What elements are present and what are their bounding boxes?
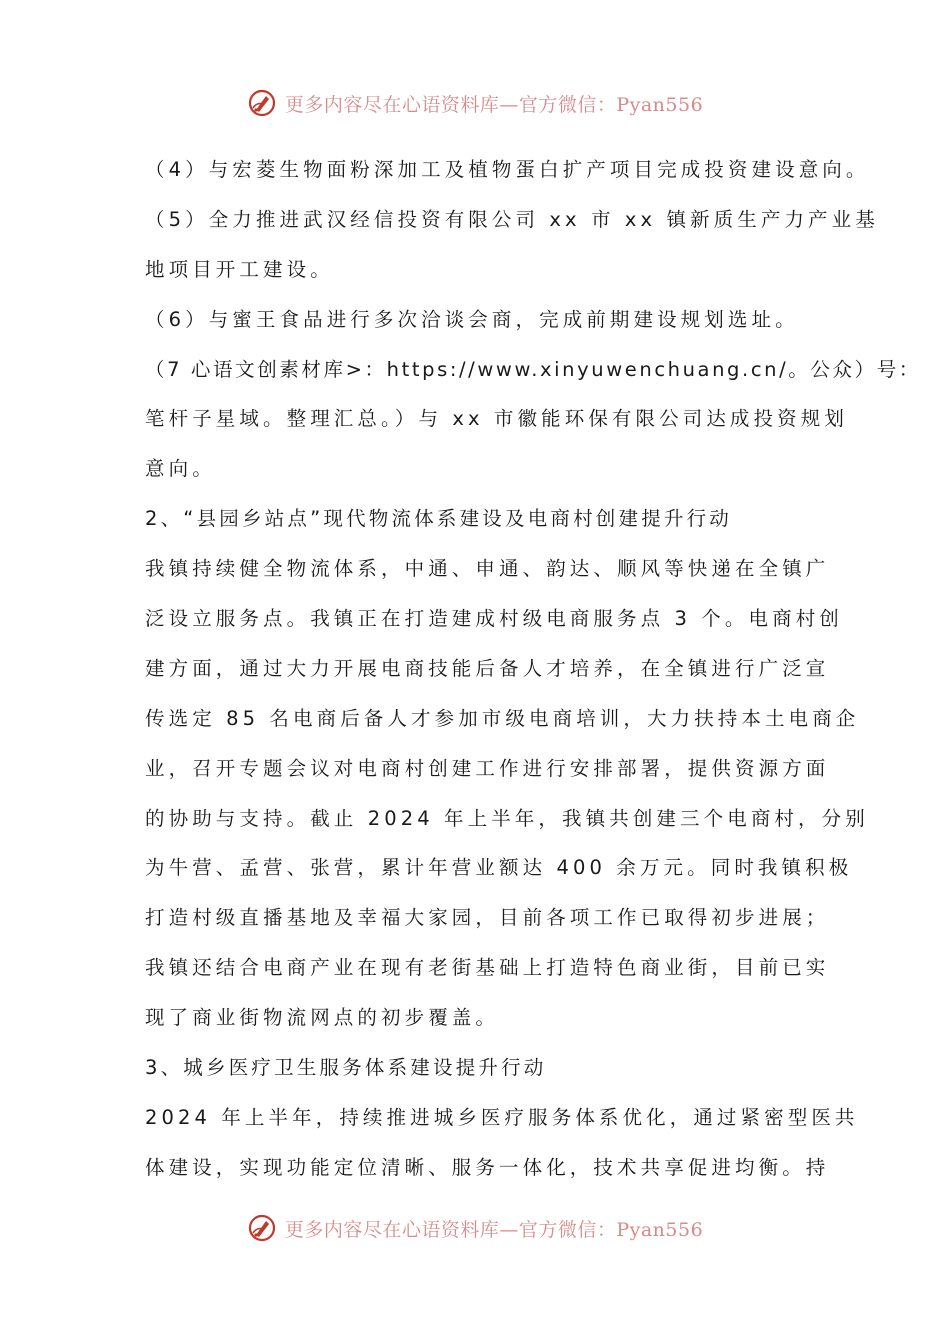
paragraph-line: 的协助与支持。截止 2024 年上半年，我镇共创建三个电商村，分别 (145, 806, 869, 830)
paragraph-line: 地项目开工建设。 (145, 257, 334, 281)
paragraph-line: （7 心语文创素材库>：https://www.xinyuwenchuang.cn/。公众）号： (145, 357, 921, 381)
paragraph-line: 我镇还结合电商产业在现有老街基础上打造特色商业街，目前已实 (145, 956, 830, 980)
watermark-text: 更多内容尽在心语资料库—官方微信：Pyan556 (284, 1218, 704, 1241)
paragraph-line: 建方面，通过大力开展电商技能后备人才培养，在全镇进行广泛宣 (145, 656, 830, 680)
paragraph-line: （4）与宏菱生物面粉深加工及植物蛋白扩产项目完成投资建设意向。 (145, 158, 870, 181)
section-heading: 2、“县园乡站点”现代物流体系建设及电商村创建提升行动 (145, 507, 733, 531)
paragraph-line: 我镇持续健全物流体系，中通、申通、韵达、顺风等快递在全镇广 (145, 557, 830, 581)
pen-nib-logo-icon (247, 88, 277, 118)
paragraph-line: 为牛营、孟营、张营，累计年营业额达 400 余万元。同时我镇积极 (145, 856, 853, 880)
document-body (145, 145, 921, 1193)
paragraph-line: 泛设立服务点。我镇正在打造建成村级电商服务点 3 个。电商村创 (145, 607, 843, 631)
watermark-text: 更多内容尽在心语资料库—官方微信：Pyan556 (284, 93, 704, 116)
section-heading: 3、城乡医疗卫生服务体系建设提升行动 (145, 1056, 547, 1080)
paragraph-line: （6）与蜜王食品进行多次洽谈会商，完成前期建设规划选址。 (145, 307, 799, 331)
paragraph-line: 体建设，实现功能定位清晰、服务一体化，技术共享促进均衡。持 (145, 1155, 830, 1179)
watermark-header (0, 83, 950, 123)
paragraph-line: 2024 年上半年，持续推进城乡医疗服务体系优化，通过紧密型医共 (145, 1105, 859, 1129)
watermark-footer (0, 1208, 950, 1248)
paragraph-line: 业，召开专题会议对电商村创建工作进行安排部署，提供资源方面 (145, 756, 830, 780)
paragraph-line: 笔杆子星域。整理汇总。）与 xx 市徽能环保有限公司达成投资规划 (145, 407, 848, 431)
paragraph-line: （5）全力推进武汉经信投资有限公司 xx 市 xx 镇新质生产力产业基 (145, 207, 879, 231)
paragraph-line: 传选定 85 名电商后备人才参加市级电商培训，大力扶持本土电商企 (145, 706, 860, 730)
paragraph-line: 打造村级直播基地及幸福大家园，目前各项工作已取得初步进展； (145, 906, 830, 930)
paragraph-line: 现了商业街物流网点的初步覆盖。 (145, 1006, 500, 1030)
paragraph-line: 意向。 (145, 457, 216, 481)
pen-nib-logo-icon (247, 1213, 277, 1243)
